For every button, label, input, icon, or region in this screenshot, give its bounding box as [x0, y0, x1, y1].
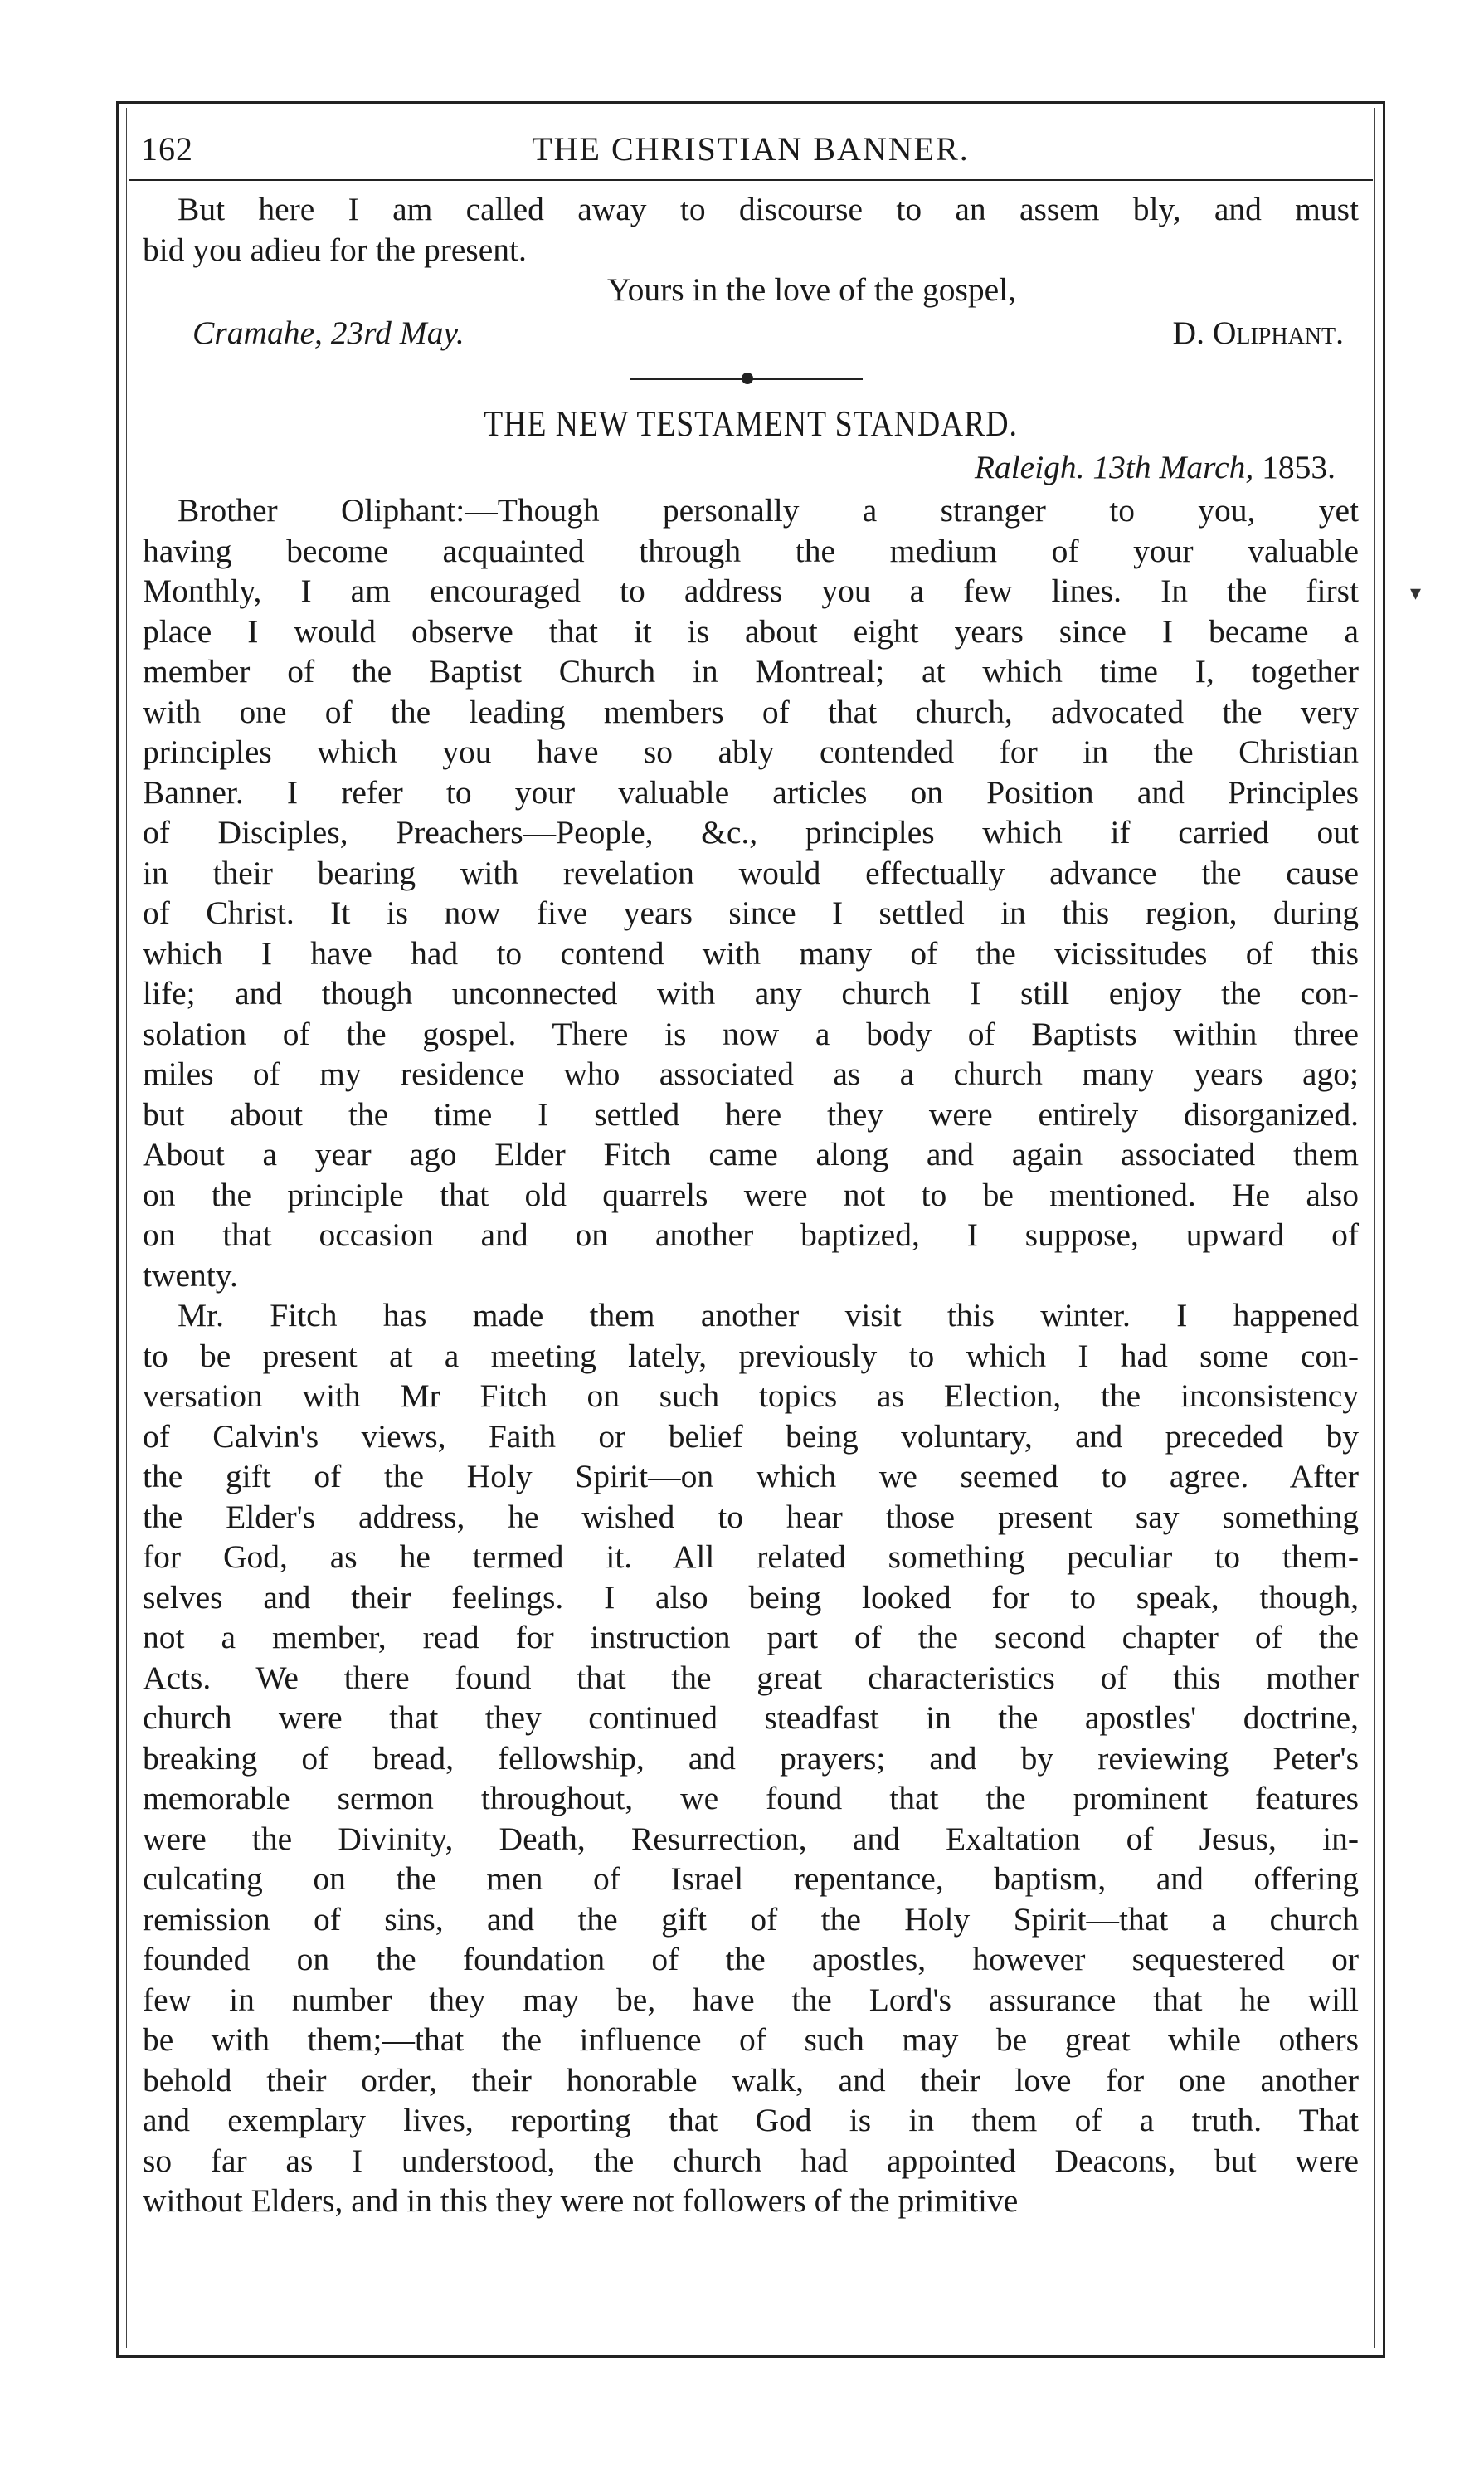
margin-mark: ▾ — [1410, 581, 1422, 605]
place-date: Cramahe, 23rd May. — [192, 314, 465, 351]
text-line: behold their order, their honorable walk, and their love for one another — [143, 2061, 1359, 2098]
text-line: be with them;—that the influence of such may be great while others — [143, 2021, 1359, 2058]
closing-salutation: Yours in the love of the gospel, — [607, 271, 1016, 308]
closing-line — [143, 270, 1359, 313]
text-line: on that occasion and on another baptized, I suppose, upward of — [143, 1216, 1359, 1253]
text-line: which I have had to contend with many of the vicissitudes of this — [143, 934, 1359, 972]
text-line: to be present at a meeting lately, previously to which I had some con- — [143, 1337, 1359, 1374]
text-line: Brother Oliphant:—Though personally a stranger to you, yet — [178, 492, 1359, 529]
text-line: Banner. I refer to your valuable articles on Position and Principles — [143, 773, 1359, 811]
text-line: But here I am called away to discourse to an assem bly, and must — [178, 191, 1359, 227]
text-line: member of the Baptist Church in Montreal; at which time I, together — [143, 653, 1359, 690]
running-head: THE CHRISTIAN BANNER. — [532, 130, 970, 168]
text-line: breaking of bread, fellowship, and prayers; and by reviewing Peter's — [143, 1739, 1359, 1777]
text-line: but about the time I settled here they were entirely disorganized. — [143, 1095, 1359, 1133]
text-line: selves and their feelings. I also being looked for to speak, though, — [143, 1578, 1359, 1616]
page-number: 162 — [141, 130, 193, 168]
text-line: the gift of the Holy Spirit—on which we seemed to agree. After — [143, 1458, 1359, 1494]
divider-ornament-icon — [742, 373, 753, 384]
text-line: place I would observe that it is about eight years since I became a — [143, 612, 1359, 650]
text-line: of Disciples, Preachers—People, &c., principles which if carried out — [143, 814, 1359, 851]
text-line: memorable sermon throughout, we found that the prominent features — [143, 1780, 1359, 1816]
frame-inner-right-rule — [1374, 108, 1375, 2348]
article-title: THE NEW TESTAMENT STANDARD. — [484, 403, 1018, 444]
text-line: of Christ. It is now five years since I settled in this region, during — [143, 894, 1359, 931]
text-line: the Elder's address, he wished to hear those present say something — [143, 1498, 1359, 1535]
text-line: Acts. We there found that the great characteristics of this mother — [143, 1659, 1359, 1696]
page-header — [141, 124, 1360, 174]
text-line: having become acquainted through the medium of your valuable — [143, 532, 1359, 569]
text-line: with one of the leading members of that church, advocated the very — [143, 693, 1359, 730]
dateline-place: Raleigh. 13th March, — [974, 449, 1254, 485]
text-line: were the Divinity, Death, Resurrection, and Exaltation of Jesus, in- — [143, 1820, 1359, 1857]
text-line: church were that they continued steadfast in the apostles' doctrine, — [143, 1699, 1359, 1736]
text-line: without Elders, and in this they were not followers of the primitive — [143, 2182, 1019, 2219]
text-line: life; and though unconnected with any church I still enjoy the con- — [143, 975, 1359, 1011]
dateline — [143, 447, 1359, 490]
text-line: founded on the foundation of the apostles, however sequestered or — [143, 1941, 1359, 1977]
paragraph-1 — [143, 490, 1359, 1295]
text-line: in their bearing with revelation would effectually advance the cause — [143, 854, 1359, 891]
signature: D. Oliphant. — [1172, 314, 1344, 351]
text-line: solation of the gospel. There is now a body of Baptists within three — [143, 1015, 1359, 1052]
page-content — [143, 189, 1359, 2221]
frame-inner-left-rule — [126, 108, 127, 2348]
paragraph-2 — [143, 1295, 1359, 2221]
text-line: twenty. — [143, 1256, 238, 1294]
text-line: few in number they may be, have the Lord's assurance that he will — [143, 1981, 1359, 2018]
text-line: bid you adieu for the present. — [143, 231, 527, 268]
text-line: principles which you have so ably contended for in the Christian — [143, 734, 1359, 770]
text-line: About a year ago Elder Fitch came along and again associated them — [143, 1136, 1359, 1172]
text-line: for God, as he termed it. All related something peculiar to them- — [143, 1538, 1359, 1575]
header-rule — [129, 179, 1373, 181]
text-line: of Calvin's views, Faith or belief being voluntary, and preceded by — [143, 1417, 1359, 1455]
text-line: versation with Mr Fitch on such topics as Election, the inconsistency — [143, 1377, 1359, 1414]
signature-line — [143, 313, 1359, 356]
text-line: Monthly, I am encouraged to address you a few lines. In the first — [143, 573, 1359, 609]
text-line: so far as I understood, the church had appointed Deacons, but were — [143, 2142, 1359, 2179]
text-line: not a member, read for instruction part of the second chapter of the — [143, 1619, 1359, 1655]
text-line: remission of sins, and the gift of the Holy Spirit—that a church — [143, 1900, 1359, 1938]
text-line: culcating on the men of Israel repentance, baptism, and offering — [143, 1860, 1359, 1897]
text-line: and exemplary lives, reporting that God is in them of a truth. That — [143, 2102, 1359, 2138]
section-divider — [143, 356, 1359, 401]
text-line: on the principle that old quarrels were not to be mentioned. He also — [143, 1176, 1359, 1213]
text-line: miles of my residence who associated as a church many years ago; — [143, 1055, 1359, 1092]
dateline-year: 1853. — [1262, 449, 1336, 485]
text-line: Mr. Fitch has made them another visit this winter. I happened — [178, 1297, 1359, 1333]
